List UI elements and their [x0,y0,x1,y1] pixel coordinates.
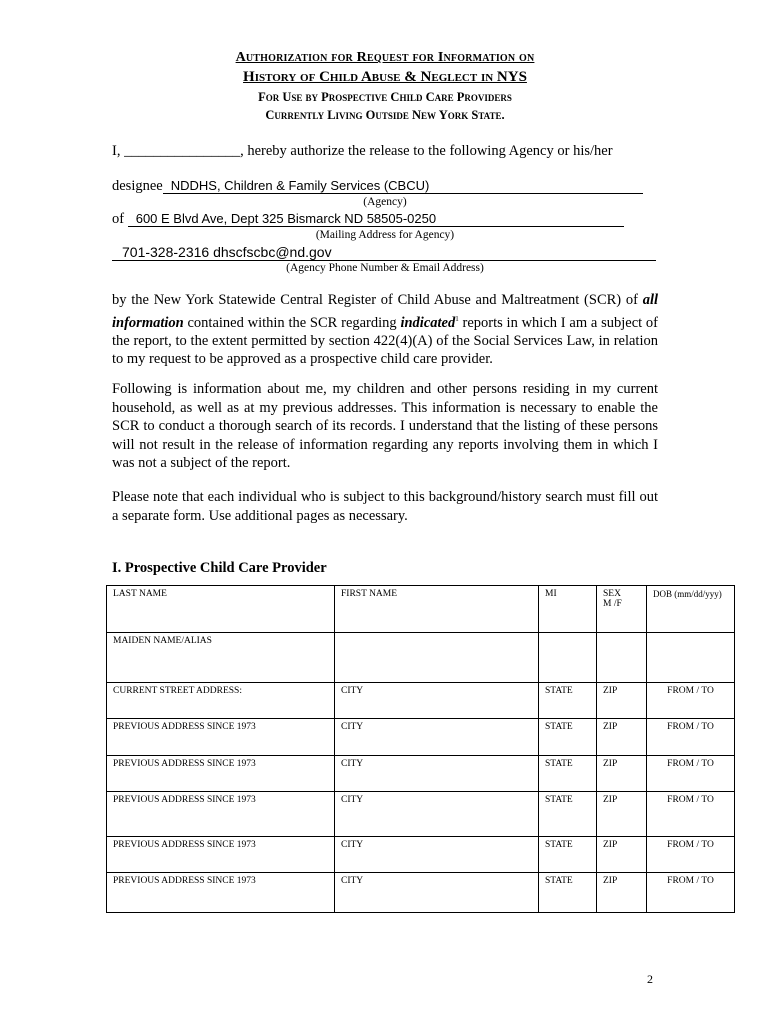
dob-cell[interactable]: DOB (mm/dd/yyy) [647,586,735,633]
first-name-cell[interactable]: FIRST NAME [335,586,539,633]
i-prefix: I, [112,143,121,159]
city-cell[interactable]: CITY [335,683,539,719]
city-cell[interactable]: CITY [335,837,539,873]
last-name-cell[interactable]: LAST NAME [107,586,335,633]
of-label: of [112,211,125,227]
from-to-cell[interactable]: FROM / TO [647,873,735,913]
footnote-marker: 1 [455,314,459,323]
subtitle-line-1: For Use by Prospective Child Care Providers [258,90,512,104]
paragraph-authorization-scope [112,291,658,369]
mi-cell[interactable]: MI [539,586,597,633]
from-to-cell[interactable]: FROM / TO [647,792,735,837]
state-cell[interactable]: STATE [539,873,597,913]
previous-address-cell[interactable]: PREVIOUS ADDRESS SINCE 1973 [107,792,335,837]
from-to-cell[interactable]: FROM / TO [647,756,735,792]
empty-cell[interactable] [539,633,597,683]
previous-address-cell[interactable]: PREVIOUS ADDRESS SINCE 1973 [107,873,335,913]
empty-cell[interactable] [597,633,647,683]
table-row [107,792,735,837]
phone-email-caption: (Agency Phone Number & Email Address) [286,262,484,274]
city-cell[interactable]: CITY [335,719,539,756]
state-cell[interactable]: STATE [539,837,597,873]
designee-label: designee [112,178,163,194]
authorize-text: , hereby authorize the release to the following Agency or his/her [240,143,613,159]
table-row [107,633,735,683]
state-cell[interactable]: STATE [539,683,597,719]
p1-text-b: contained within the SCR regarding [183,314,401,331]
zip-cell[interactable]: ZIP [597,837,647,873]
zip-cell[interactable]: ZIP [597,683,647,719]
phone-email-line [112,244,656,262]
table-row [107,873,735,913]
city-cell[interactable]: CITY [335,756,539,792]
table-row [107,719,735,756]
title-line-1: Authorization for Request for Information on [235,50,535,65]
from-to-cell[interactable]: FROM / TO [647,837,735,873]
from-to-cell[interactable]: FROM / TO [647,719,735,756]
zip-cell[interactable]: ZIP [597,756,647,792]
address-line [112,211,624,228]
p1-text-a: by the New York Statewide Central Register of Child Abuse and Maltreatment (SCR) of [112,292,643,308]
current-address-cell[interactable]: CURRENT STREET ADDRESS: [107,683,335,719]
previous-address-cell[interactable]: PREVIOUS ADDRESS SINCE 1973 [107,719,335,756]
previous-address-cell[interactable]: PREVIOUS ADDRESS SINCE 1973 [107,837,335,873]
paragraph-separate-form: Please note that each individual who is subject to this background/history search must fill out a separate form. Use additional pages as necessary. [112,489,658,524]
empty-cell[interactable] [335,633,539,683]
page-number: 2 [647,972,653,986]
table-row [107,683,735,719]
section-title: I. Prospective Child Care Provider [112,560,327,576]
name-field[interactable]: ________________ [124,143,241,159]
maiden-name-cell[interactable]: MAIDEN NAME/ALIAS [107,633,335,683]
city-cell[interactable]: CITY [335,792,539,837]
sex-cell[interactable]: SEX M /F [597,586,647,633]
previous-address-cell[interactable]: PREVIOUS ADDRESS SINCE 1973 [107,756,335,792]
table-row [107,756,735,792]
agency-caption: (Agency) [363,196,407,208]
subtitle-line-2: Currently Living Outside New York State. [265,108,505,122]
zip-cell[interactable]: ZIP [597,719,647,756]
from-to-cell[interactable]: FROM / TO [647,683,735,719]
empty-cell[interactable] [647,633,735,683]
table-row [107,586,735,633]
table-row [107,837,735,873]
title-line-2: History of Child Abuse & Neglect in NYS [243,69,527,85]
zip-cell[interactable]: ZIP [597,792,647,837]
authorize-line [112,143,613,160]
agency-field[interactable]: NDDHS, Children & Family Services (CBCU) [163,178,643,194]
p1-all-information: all information [112,292,658,331]
designee-line [112,178,643,195]
provider-info-table [106,585,735,913]
address-field[interactable]: 600 E Blvd Ave, Dept 325 Bismarck ND 58505-0250 [128,211,624,227]
zip-cell[interactable]: ZIP [597,873,647,913]
p1-indicated: indicated [400,314,456,331]
phone-email-field[interactable]: 701-328-2316 dhscfscbc@nd.gov [112,244,656,261]
address-caption: (Mailing Address for Agency) [315,229,455,241]
state-cell[interactable]: STATE [539,756,597,792]
paragraph-household-info: Following is information about me, my children and other persons residing in my current household, as well as at my previous addresses. This information is necessary to enable the SCR to conduct a thorough search of its records. I understand that the listing of these persons will not result in the release of information regarding any reports involving them in which I was not a subject of the report. [112,381,658,471]
state-cell[interactable]: STATE [539,792,597,837]
city-cell[interactable]: CITY [335,873,539,913]
p1-text-c: reports in which I am a subject of the report, to the extent permitted by section 422(4)(A) of the Social Services Law, in relation to my request to be approved as a prospective child care provider. [112,314,659,368]
state-cell[interactable]: STATE [539,719,597,756]
